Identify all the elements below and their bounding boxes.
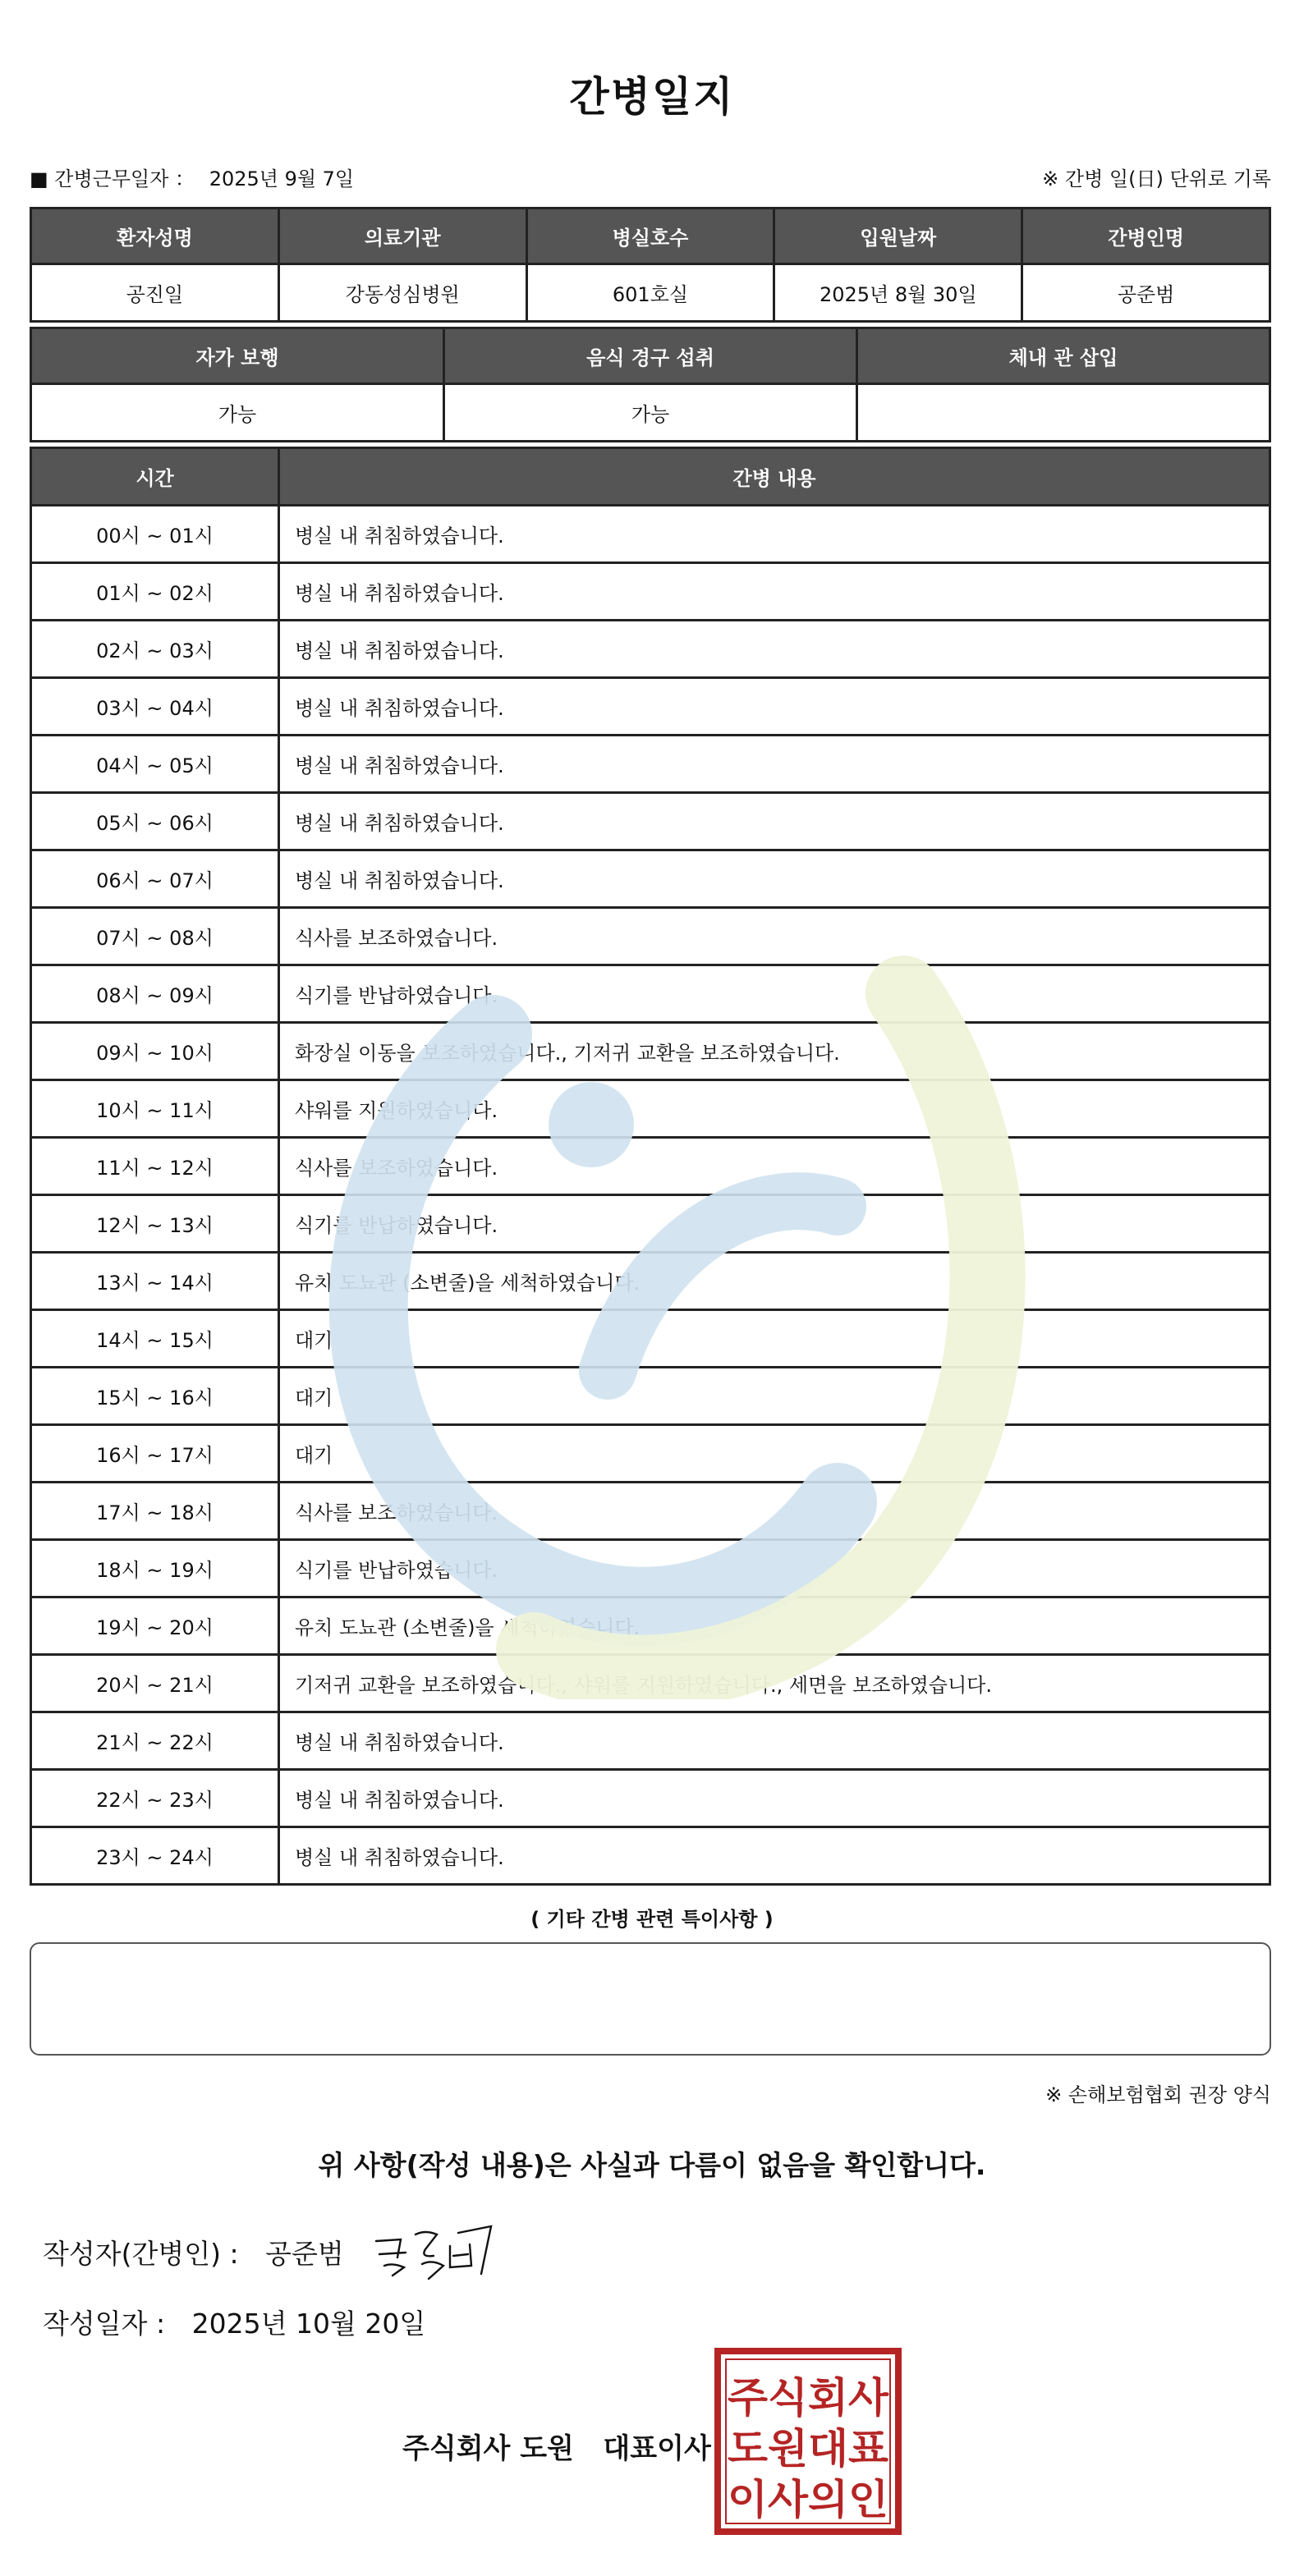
care-log-row — [31, 1023, 1270, 1080]
care-log-content: 대기 — [279, 1368, 1270, 1425]
care-log-content: 병실 내 취침하였습니다. — [279, 1827, 1270, 1885]
care-log-row — [31, 1368, 1270, 1425]
patient-status-header-row — [31, 328, 1270, 384]
work-date — [30, 163, 354, 191]
care-log-row — [31, 506, 1270, 563]
seal-line-2: 도원대표 — [728, 2425, 889, 2473]
care-log-row — [31, 850, 1270, 908]
seal-line-1: 주식회사 — [728, 2374, 889, 2422]
header-patient-name: 환자성명 — [31, 209, 279, 264]
care-log-content: 식사를 보조하였습니다. — [279, 908, 1270, 965]
self-walking-value: 가능 — [31, 384, 444, 442]
care-log-content: 식사를 보조하였습니다. — [279, 1138, 1270, 1195]
caregiver-name: 공준범 — [1022, 264, 1270, 322]
patient-status-table — [30, 327, 1271, 442]
care-log-time: 10시 ~ 11시 — [31, 1080, 279, 1138]
header-self-walking: 자가 보행 — [31, 328, 444, 384]
written-date-row — [43, 2303, 425, 2341]
meta-row — [30, 163, 1271, 192]
company-name: 주식회사 도원 대표이사 — [402, 2432, 711, 2465]
care-log-row — [31, 1310, 1270, 1368]
writer-row — [43, 2233, 344, 2271]
care-log-time: 09시 ~ 10시 — [31, 1023, 279, 1080]
care-log-content: 병실 내 취침하였습니다. — [279, 678, 1270, 736]
care-log-row — [31, 1712, 1270, 1770]
care-log-row — [31, 965, 1270, 1023]
care-log-content: 식기를 반납하였습니다. — [279, 1540, 1270, 1597]
work-date-label: ■ 간병근무일자 ： — [30, 167, 195, 190]
care-log-row — [31, 793, 1270, 850]
care-log-row — [31, 1483, 1270, 1540]
care-log-content: 유치 도뇨관 (소변줄)을 세척하였습니다. — [279, 1597, 1270, 1655]
writer-name: 공준범 — [265, 2238, 344, 2270]
care-log-time: 08시 ~ 09시 — [31, 965, 279, 1023]
care-log-content: 병실 내 취침하였습니다. — [279, 736, 1270, 793]
care-log-row — [31, 1540, 1270, 1597]
header-hospital: 의료기관 — [278, 209, 526, 264]
care-log-row — [31, 563, 1270, 621]
header-time: 시간 — [31, 448, 279, 506]
care-log-content: 병실 내 취침하였습니다. — [279, 850, 1270, 908]
care-log-time: 14시 ~ 15시 — [31, 1310, 279, 1368]
admission-date: 2025년 8월 30일 — [774, 264, 1022, 322]
care-log-time: 06시 ~ 07시 — [31, 850, 279, 908]
care-log-row — [31, 1655, 1270, 1712]
care-log-content: 식사를 보조하였습니다. — [279, 1483, 1270, 1540]
care-log-content: 화장실 이동을 보조하였습니다., 기저귀 교환을 보조하였습니다. — [279, 1023, 1270, 1080]
oral-intake-value: 가능 — [444, 384, 857, 442]
care-log-content: 샤워를 지원하였습니다. — [279, 1080, 1270, 1138]
care-log-time: 07시 ~ 08시 — [31, 908, 279, 965]
care-log-time: 11시 ~ 12시 — [31, 1138, 279, 1195]
care-log-row — [31, 1770, 1270, 1827]
care-log-row — [31, 621, 1270, 678]
care-log-row — [31, 1827, 1270, 1885]
patient-info-header-row — [31, 209, 1270, 264]
work-date-value: 2025년 9월 7일 — [209, 167, 355, 190]
patient-info-table — [30, 207, 1271, 323]
care-log-time: 22시 ~ 23시 — [31, 1770, 279, 1827]
tube-insertion-value — [857, 384, 1270, 442]
care-log-row — [31, 1597, 1270, 1655]
care-log-content: 병실 내 취침하였습니다. — [279, 1712, 1270, 1770]
header-care-content: 간병 내용 — [279, 448, 1270, 506]
care-log-content: 식기를 반납하였습니다. — [279, 1195, 1270, 1253]
special-notes-title: ( 기타 간병 관련 특이사항 ) — [530, 1908, 774, 1931]
care-log-row — [31, 736, 1270, 793]
seal-line-3: 이사의인 — [728, 2476, 888, 2523]
care-log-row — [31, 1080, 1270, 1138]
care-log-row — [31, 1138, 1270, 1195]
care-log-content: 유치 도뇨관 (소변줄)을 세척하였습니다. — [279, 1253, 1270, 1310]
hospital-name: 강동성심병원 — [278, 264, 526, 322]
care-log-content: 병실 내 취침하였습니다. — [279, 621, 1270, 678]
care-log-row — [31, 1253, 1270, 1310]
care-log-time: 01시 ~ 02시 — [31, 563, 279, 621]
care-log-time: 17시 ~ 18시 — [31, 1483, 279, 1540]
company-seal — [714, 2348, 902, 2535]
care-log-time: 19시 ~ 20시 — [31, 1597, 279, 1655]
care-log-row — [31, 1195, 1270, 1253]
care-log-content: 식기를 반납하였습니다. — [279, 965, 1270, 1023]
patient-status-value-row — [31, 384, 1270, 442]
care-log-content: 대기 — [279, 1425, 1270, 1483]
care-log-content: 대기 — [279, 1310, 1270, 1368]
care-log-content: 병실 내 취침하였습니다. — [279, 506, 1270, 563]
record-unit-note: ※ 간병 일(日) 단위로 기록 — [1042, 167, 1271, 190]
special-notes-box — [30, 1942, 1271, 2056]
care-log-time: 23시 ~ 24시 — [31, 1827, 279, 1885]
header-tube-insertion: 체내 관 삽입 — [857, 328, 1270, 384]
care-log-row — [31, 908, 1270, 965]
header-caregiver-name: 간병인명 — [1022, 209, 1270, 264]
care-log-time: 15시 ~ 16시 — [31, 1368, 279, 1425]
company-representative — [402, 2426, 711, 2466]
care-log-time: 05시 ~ 06시 — [31, 793, 279, 850]
patient-info-value-row — [31, 264, 1270, 322]
care-log-time: 13시 ~ 14시 — [31, 1253, 279, 1310]
care-log-content: 병실 내 취침하였습니다. — [279, 793, 1270, 850]
patient-name: 공진일 — [31, 264, 279, 322]
care-log-time: 00시 ~ 01시 — [31, 506, 279, 563]
document-title: 간병일지 — [569, 73, 735, 121]
written-date-value: 2025년 10월 20일 — [191, 2308, 426, 2340]
writer-label: 작성자(간병인) : — [43, 2238, 239, 2270]
care-log-time: 16시 ~ 17시 — [31, 1425, 279, 1483]
care-log-time: 18시 ~ 19시 — [31, 1540, 279, 1597]
care-log-content: 병실 내 취침하였습니다. — [279, 1770, 1270, 1827]
care-log-row — [31, 678, 1270, 736]
care-log-time: 02시 ~ 03시 — [31, 621, 279, 678]
care-log-time: 12시 ~ 13시 — [31, 1195, 279, 1253]
care-log-row — [31, 1425, 1270, 1483]
care-log-header-row — [31, 448, 1270, 506]
care-log-time: 04시 ~ 05시 — [31, 736, 279, 793]
care-log-time: 03시 ~ 04시 — [31, 678, 279, 736]
header-room-number: 병실호수 — [526, 209, 774, 264]
header-oral-intake: 음식 경구 섭취 — [444, 328, 857, 384]
recommended-form-note: ※ 손해보험협회 권장 양식 — [1045, 2083, 1271, 2106]
care-log-time: 20시 ~ 21시 — [31, 1655, 279, 1712]
care-log-content: 병실 내 취침하였습니다. — [279, 563, 1270, 621]
confirmation-statement: 위 사항(작성 내용)은 사실과 다름이 없음을 확인합니다. — [318, 2149, 986, 2181]
header-admission-date: 입원날짜 — [774, 209, 1022, 264]
room-number: 601호실 — [526, 264, 774, 322]
care-log-time: 21시 ~ 22시 — [31, 1712, 279, 1770]
handwritten-signature — [368, 2216, 499, 2282]
care-log-table — [30, 447, 1271, 1886]
care-log-content: 기저귀 교환을 보조하였습니다., 샤워를 지원하였습니다., 세면을 보조하였습니다. — [279, 1655, 1270, 1712]
written-date-label: 작성일자 : — [43, 2308, 166, 2340]
